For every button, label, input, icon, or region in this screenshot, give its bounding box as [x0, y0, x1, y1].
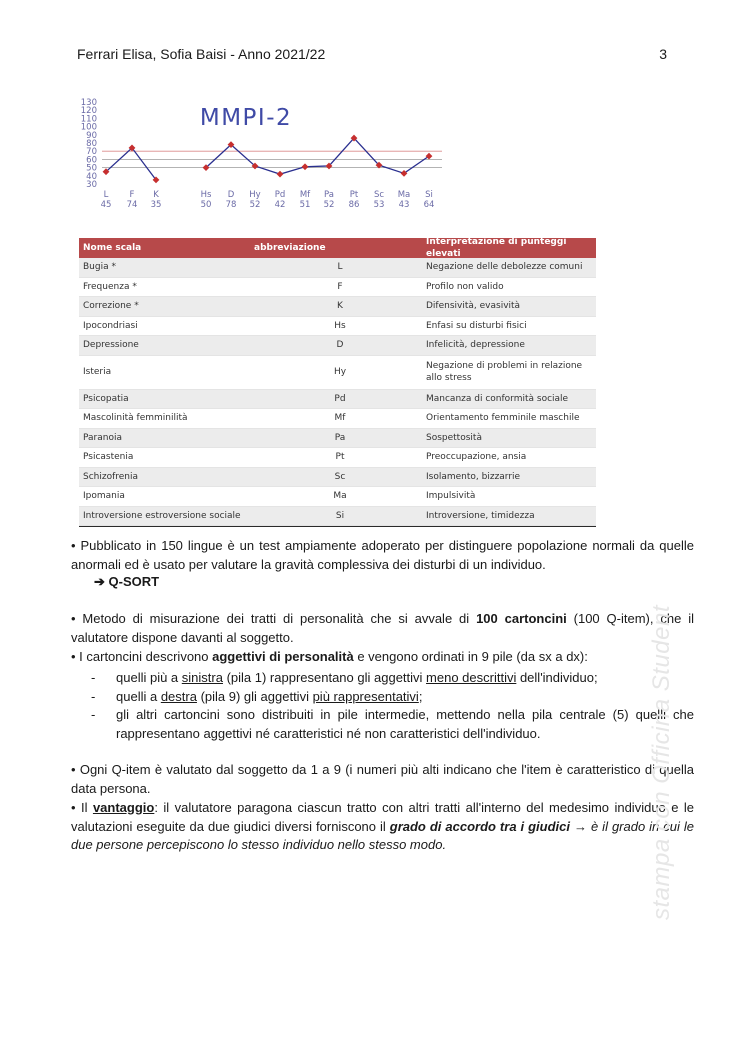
score-label: 45 [100, 200, 112, 210]
y-tick-label: 60 [86, 155, 97, 166]
cell-scale-name: Depressione [83, 340, 139, 351]
cell-interpretation: Isolamento, bizzarrie [426, 471, 521, 482]
cell-abbreviation: Hy [333, 367, 347, 377]
cell-scale-name: Introversione estroversione sociale [83, 510, 241, 521]
mmpi-chart [70, 96, 442, 210]
score-label: 64 [423, 200, 435, 210]
y-tick-label: 110 [80, 114, 97, 125]
cell-interpretation: Enfasi su disturbi fisici [426, 320, 527, 331]
cell-abbreviation: F [337, 281, 343, 292]
x-tick-label: Si [425, 190, 433, 200]
page-header [77, 46, 667, 64]
score-label: 86 [348, 200, 360, 210]
header-interpretation: Interpretazione di punteggi elevati [426, 237, 567, 259]
cell-scale-name: Isteria [83, 367, 112, 377]
y-tick-label: 30 [86, 180, 97, 190]
table-row [79, 409, 596, 429]
cell-abbreviation: Pd [334, 393, 346, 404]
dash-marker: - [91, 707, 96, 722]
cell-abbreviation: K [337, 301, 343, 312]
data-point [302, 163, 309, 170]
x-tick-label: K [153, 190, 159, 200]
pile-list [71, 669, 694, 743]
cell-abbreviation: L [337, 262, 343, 273]
cell-scale-name: Schizofrenia [83, 471, 139, 482]
underlined-left: sinistra [181, 670, 223, 685]
bold-advantage: vantaggio [92, 800, 155, 815]
header-scale-name: Nome scala [83, 243, 142, 253]
paragraph-advantage [71, 799, 694, 855]
cell-interpretation: Mancanza di conformità sociale [426, 393, 569, 404]
cell-scale-name: Mascolinità femminilità [83, 413, 188, 424]
cell-abbreviation: Si [335, 510, 345, 521]
y-tick-label: 70 [86, 147, 97, 158]
table-row [79, 390, 596, 410]
y-tick-label: 50 [86, 163, 97, 174]
paragraph-qitem-rating: • Ogni Q-item è valutato dal soggetto da 1 a 9 (i numeri più alti indicano che l'item è caratteristico di quella data persona. [71, 762, 694, 796]
underlined-least-descriptive: meno descrittivi [426, 670, 517, 685]
score-label: 52 [323, 200, 335, 210]
text-span: ; [418, 688, 423, 704]
score-label: 51 [299, 200, 311, 210]
score-label: 42 [274, 200, 286, 210]
table-row [79, 356, 596, 390]
cell-abbreviation: D [336, 340, 344, 351]
cell-interpretation: Profilo non valido [426, 281, 504, 292]
x-tick-label: Mf [299, 190, 311, 200]
score-label: 78 [225, 200, 237, 210]
list-item [71, 706, 694, 743]
y-tick-label: 120 [80, 106, 97, 117]
text-span: quelli a [116, 688, 161, 704]
text-span: : il valutatore paragona ciascun tratto con altri tratti all'interno del medesimo individuo e le valutazioni eseguite da due giudici diversi forniscono il [71, 800, 695, 834]
cell-scale-name: Frequenza * [83, 281, 137, 292]
series-line [106, 148, 156, 180]
table-row [79, 448, 596, 468]
text-span: • Metodo di misurazione dei tratti di personalità che si avvale di [71, 611, 477, 626]
italic-definition: → è il grado in cui le due persone percepiscono lo stesso individuo nello stesso modo. [71, 818, 694, 852]
cell-interpretation: Orientamento femminile maschile [426, 413, 580, 424]
table-row [79, 258, 596, 278]
chart-title: MMPI-2 [199, 105, 293, 131]
qsort-heading: ➔ Q-SORT [94, 574, 160, 589]
cell-scale-name: Correzione * [83, 301, 139, 312]
cell-abbreviation: Ma [333, 491, 347, 502]
score-label: 43 [398, 200, 410, 210]
cell-scale-name: Ipomania [83, 491, 125, 502]
cell-interpretation: Preoccupazione, ansia [426, 452, 527, 463]
cell-scale-name: Bugia * [83, 262, 116, 273]
x-tick-label: D [227, 190, 235, 200]
text-span: • Il [71, 800, 93, 815]
table-row [79, 336, 596, 356]
x-tick-label: Pd [274, 190, 286, 200]
x-tick-label: Pa [324, 190, 334, 200]
cell-abbreviation: Mf [334, 413, 346, 424]
cell-scale-name: Psicastenia [83, 452, 134, 463]
cell-interpretation: Sospettosità [426, 432, 482, 443]
dash-marker: - [91, 688, 96, 704]
text-span: (pila 9) gli aggettivi [196, 688, 313, 704]
cell-abbreviation: Pa [334, 432, 346, 443]
y-tick-label: 90 [86, 130, 97, 141]
table-row [79, 297, 596, 317]
page-number: 3 [659, 46, 667, 62]
dash-marker: - [91, 670, 96, 685]
bold-adjectives: aggettivi di personalità [212, 649, 354, 664]
table-body [79, 258, 596, 526]
x-tick-label: Hy [249, 190, 261, 200]
score-label: 35 [150, 200, 162, 210]
watermark: stampa con Officina Student [648, 605, 675, 920]
header-abbreviation: abbreviazione [254, 243, 326, 253]
table-row [79, 429, 596, 449]
x-tick-label: Ma [397, 190, 411, 200]
bold-agreement: grado di accordo tra i giudici [389, 818, 571, 834]
x-tick-label: Hs [200, 190, 212, 200]
list-item [71, 669, 694, 688]
cell-interpretation: Negazione di problemi in relazione allo stress [426, 361, 583, 383]
data-point [277, 171, 284, 178]
x-tick-label: F [129, 190, 135, 200]
cell-abbreviation: Sc [334, 471, 346, 482]
text-span: e vengono ordinati in 9 pile (da sx a dx): [353, 649, 588, 664]
x-tick-label: Sc [373, 190, 385, 200]
series-line [206, 138, 429, 174]
text-span: quelli più a [116, 670, 182, 685]
cell-abbreviation: Pt [335, 452, 345, 463]
score-label: 53 [373, 200, 385, 210]
y-tick-label: 130 [80, 98, 97, 108]
list-item [71, 688, 694, 707]
table-row [79, 278, 596, 298]
mmpi-chart-svg [70, 96, 442, 210]
cell-interpretation: Introversione, timidezza [426, 510, 535, 521]
score-label: 74 [126, 200, 138, 210]
y-tick-label: 100 [80, 122, 97, 133]
cell-scale-name: Ipocondriasi [83, 320, 138, 331]
text-span: gli altri cartoncini sono distribuiti in pile intermedie, mettendo nella pila centrale (5) quelli che rappresentano aggettivi né caratteristici né non caratteristici dell'individuo. [116, 707, 694, 741]
paragraph-method [71, 610, 694, 647]
authors-year: Ferrari Elisa, Sofia Baisi - Anno 2021/22 [77, 46, 326, 62]
underlined-most-representative: più rappresentativi [312, 688, 419, 704]
cell-scale-name: Psicopatia [83, 393, 129, 404]
cell-interpretation: Infelicità, depressione [426, 340, 525, 351]
table-row [79, 317, 596, 337]
x-tick-label: Pt [349, 190, 359, 200]
text-span: (100 Q-item), che il valutatore dispone davanti al soggetto. [71, 611, 694, 645]
x-tick-label: L [103, 190, 109, 200]
table-header [79, 238, 596, 258]
text-span: dell'individuo; [516, 670, 598, 685]
underlined-right: destra [160, 688, 197, 704]
cell-interpretation: Difensività, evasività [426, 301, 521, 312]
table-row [79, 487, 596, 507]
mmpi-scales-table [79, 238, 596, 527]
text-span: (pila 1) rappresentano gli aggettivi [222, 670, 427, 685]
score-label: 50 [200, 200, 212, 210]
cell-interpretation: Impulsività [426, 491, 476, 502]
text-span: • I cartoncini descrivono [71, 649, 213, 664]
cell-interpretation: Negazione delle debolezze comuni [426, 262, 583, 273]
y-tick-label: 80 [86, 139, 97, 149]
score-label: 52 [249, 200, 261, 210]
cell-abbreviation: Hs [334, 320, 346, 331]
paragraph-publication: • Pubblicato in 150 lingue è un test ampiamente adoperato per distinguere popolazione normali da quelle anormali ed è usato per valutare la gravità complessiva dei disturbi di un individuo. [71, 538, 694, 572]
y-tick-label: 40 [86, 171, 97, 182]
table-row [79, 507, 596, 527]
cell-scale-name: Paranoia [83, 432, 122, 443]
paragraph-cards [71, 648, 694, 667]
bold-cards: 100 cartoncini [476, 611, 567, 626]
table-row [79, 468, 596, 488]
